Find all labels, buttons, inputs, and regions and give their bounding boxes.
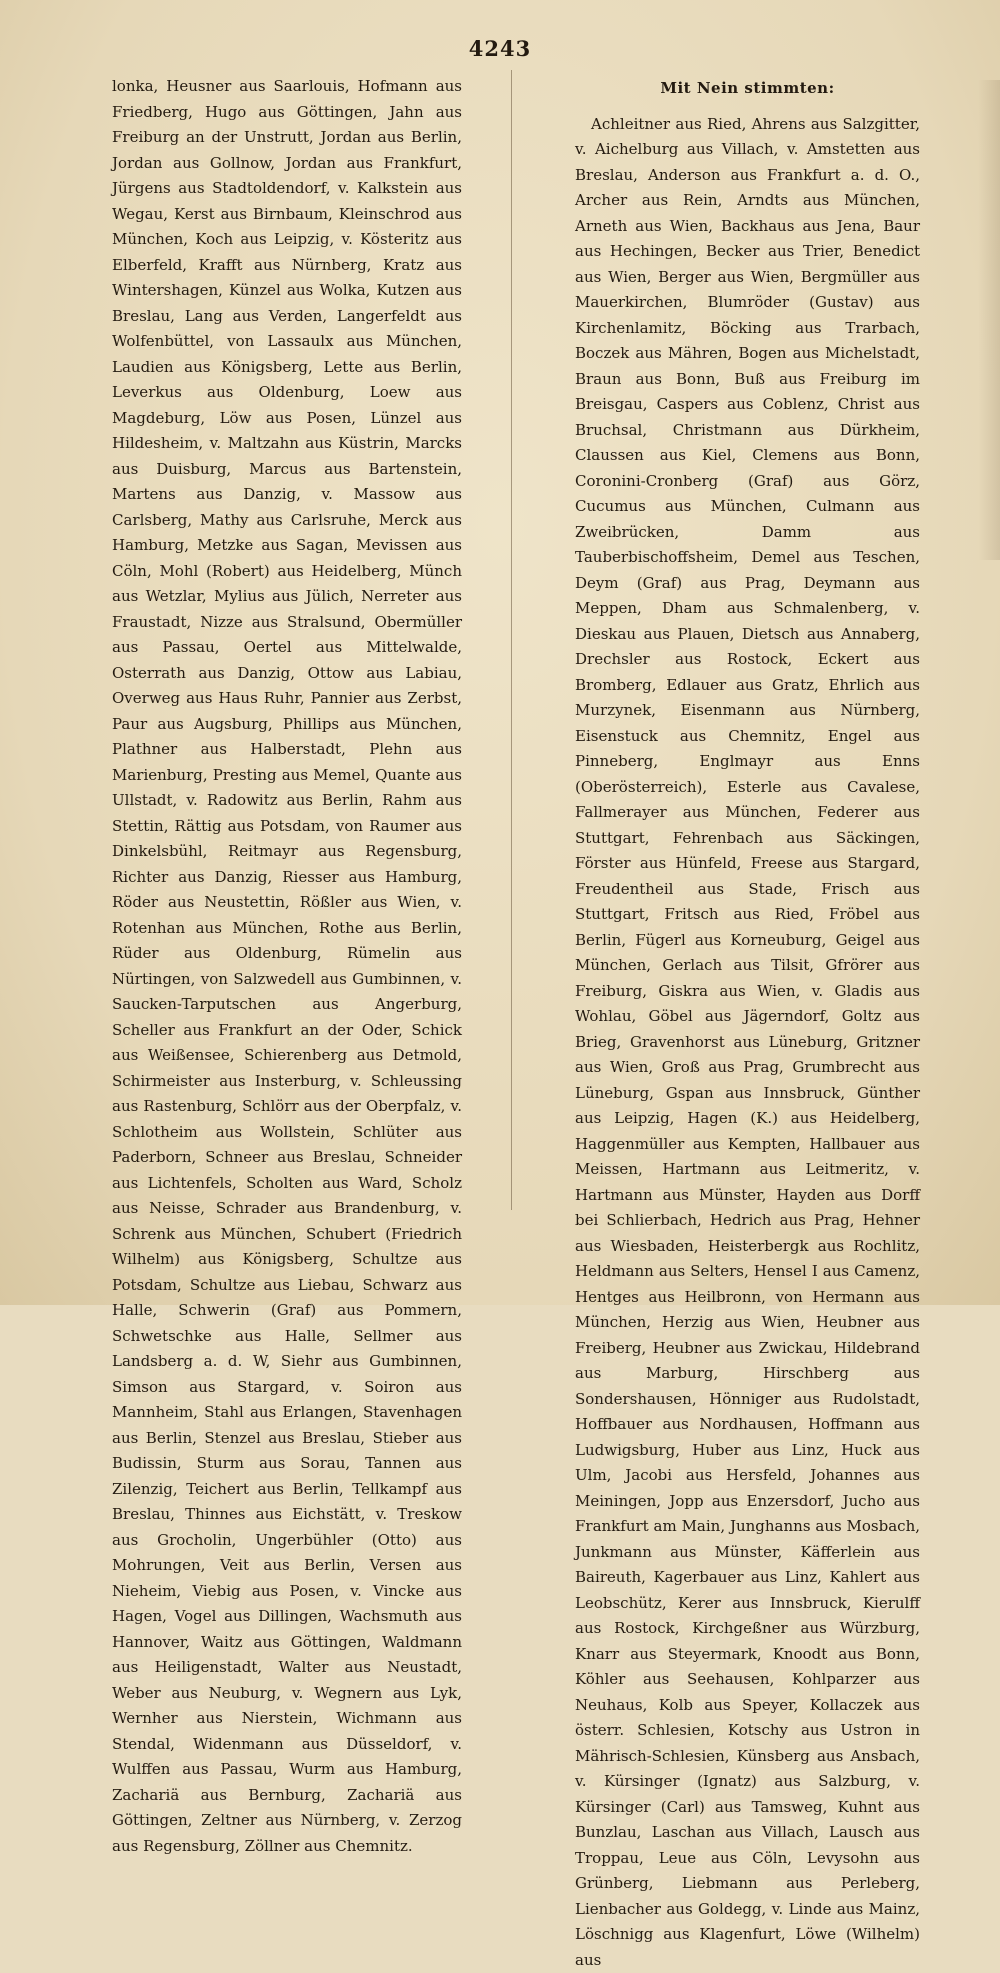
column-divider: [511, 70, 512, 1210]
vote-heading: Mit Nein stimmten:: [575, 76, 920, 102]
page-edge-shadow: [978, 80, 1000, 560]
left-column-text: lonka, Heusner aus Saarlouis, Hofmann aus Friedberg, Hugo aus Göttingen, Jahn aus Freiburg an der Unstrutt, Jordan aus Berlin, Jordan aus Gollnow, Jordan aus Frankfurt, Jürgens aus Stadtoldendorf, v. Kalkstein aus Wegau, Kerst aus Birnbaum, Kleinschrod aus München, Koch aus Leipzig, v. Kösteritz aus Elberfeld, Krafft aus Nürnberg, Kratz aus Wintershagen, Künzel aus Wolka, Kutzen aus Breslau, Lang aus Verden, Langerfeldt aus Wolfenbüttel, von Lassaulx aus München, Laudien aus Königsberg, Lette aus Berlin, Leverkus aus Oldenburg, Loew aus Magdeburg, Löw aus Posen, Lünzel aus Hildesheim, v. Maltzahn aus Küstrin, Marcks aus Duisburg, Marcus aus Bartenstein, Martens aus Danzig, v. Massow aus Carlsberg, Mathy aus Carlsruhe, Merck aus Hamburg, Metzke aus Sagan, Mevissen aus Cöln, Mohl (Robert) aus Heidelberg, Münch aus Wetzlar, Mylius aus Jülich, Nerreter aus Fraustadt, Nizze aus Stralsund, Obermüller aus Passau, Oertel aus Mittelwalde, Osterrath aus Danzig, Ottow aus Labiau, Overweg aus Haus Ruhr, Pannier aus Zerbst, Paur aus Augsburg, Phillips aus München, Plathner aus Halberstadt, Plehn aus Marienburg, Presting aus Memel, Quante aus Ullstadt, v. Radowitz aus Berlin, Rahm aus Stettin, Rättig aus Potsdam, von Raumer aus Dinkelsbühl, Reitmayr aus Regensburg, Richter aus Danzig, Riesser aus Hamburg, Röder aus Neustettin, Rößler aus Wien, v. Rotenhan aus München, Rothe aus Berlin, Rüder aus Oldenburg, Rümelin aus Nürtingen, von Salzwedell aus Gumbinnen, v. Saucken-Tarputschen aus Angerburg, Scheller aus Frankfurt an der Oder, Schick aus Weißensee, Schierenberg aus Detmold, Schirmeister aus Insterburg, v. Schleussing aus Rastenburg, Schlörr aus der Oberpfalz, v. Schlotheim aus Wollstein, Schlüter aus Paderborn, Schneer aus Breslau, Schneider aus Lichtenfels, Scholten aus Ward, Scholz aus Neisse, Schrader aus Brandenburg, v. Schrenk aus München, Schubert (Friedrich Wilhelm) aus Königsberg, Schultze aus Potsdam, Schultze aus Liebau, Schwarz aus Halle, Schwerin (Graf) aus Pommern, Schwetschke aus Halle, Sellmer aus Landsberg a. d. W, Siehr aus Gumbinnen, Simson aus Stargard, v. Soiron aus Mannheim, Stahl aus Erlangen, Stavenhagen aus Berlin, Stenzel aus Breslau, Stieber aus Budissin, Sturm aus Sorau, Tannen aus Zilenzig, Teichert aus Berlin, Tellkampf aus Breslau, Thinnes aus Eichstätt, v. Treskow aus Grocholin, Ungerbühler (Otto) aus Mohrungen, Veit aus Berlin, Versen aus Nieheim, Viebig aus Posen, v. Vincke aus Hagen, Vogel aus Dillingen, Wachsmuth aus Hannover, Waitz aus Göttingen, Waldmann aus Heiligenstadt, Walter aus Neustadt, Weber aus Neuburg, v. Wegnern aus Lyk, Wernher aus Nierstein, Wichmann aus Stendal, Widenmann aus Düsseldorf, v. Wulffen aus Passau, Wurm aus Hamburg, Zachariä aus Bernburg, Zachariä aus Göttingen, Zeltner aus Nürnberg, v. Zerzog aus Regensburg, Zöllner aus Chemnitz.: [112, 74, 462, 1859]
page-number: 4243: [0, 36, 1000, 61]
right-column-text: Achleitner aus Ried, Ahrens aus Salzgitter, v. Aichelburg aus Villach, v. Amstetten aus Breslau, Anderson aus Frankfurt a. d. O., Archer aus Rein, Arndts aus München, Arneth aus Wien, Backhaus aus Jena, Baur aus Hechingen, Becker aus Trier, Benedict aus Wien, Berger aus Wien, Bergmüller aus Mauerkirchen, Blumröder (Gustav) aus Kirchenlamitz, Böcking aus Trarbach, Boczek aus Mähren, Bogen aus Michelstadt, Braun aus Bonn, Buß aus Freiburg im Breisgau, Caspers aus Coblenz, Christ aus Bruchsal, Christmann aus Dürkheim, Claussen aus Kiel, Clemens aus Bonn, Coronini-Cronberg (Graf) aus Görz, Cucumus aus München, Culmann aus Zweibrücken, Damm aus Tauberbischoffsheim, Demel aus Teschen, Deym (Graf) aus Prag, Deymann aus Meppen, Dham aus Schmalenberg, v. Dieskau aus Plauen, Dietsch aus Annaberg, Drechsler aus Rostock, Eckert aus Bromberg, Edlauer aus Gratz, Ehrlich aus Murzynek, Eisenmann aus Nürnberg, Eisenstuck aus Chemnitz, Engel aus Pinneberg, Englmayr aus Enns (Oberösterreich), Esterle aus Cavalese, Fallmerayer aus München, Federer aus Stuttgart, Fehrenbach aus Säckingen, Förster aus Hünfeld, Freese aus Stargard, Freudentheil aus Stade, Frisch aus Stuttgart, Fritsch aus Ried, Fröbel aus Berlin, Fügerl aus Korneuburg, Geigel aus München, Gerlach aus Tilsit, Gfrörer aus Freiburg, Giskra aus Wien, v. Gladis aus Wohlau, Göbel aus Jägerndorf, Goltz aus Brieg, Gravenhorst aus Lüneburg, Gritzner aus Wien, Groß aus Prag, Grumbrecht aus Lüneburg, Gspan aus Innsbruck, Günther aus Leipzig, Hagen (K.) aus Heidelberg, Haggenmüller aus Kempten, Hallbauer aus Meissen, Hartmann aus Leitmeritz, v. Hartmann aus Münster, Hayden aus Dorff bei Schlierbach, Hedrich aus Prag, Hehner aus Wiesbaden, Heisterbergk aus Rochlitz, Heldmann aus Selters, Hensel I aus Camenz, Hentges aus Heilbronn, von Hermann aus München, Herzig aus Wien, Heubner aus Freiberg, Heubner aus Zwickau, Hildebrand aus Marburg, Hirschberg aus Sondershausen, Hönniger aus Rudolstadt, Hoffbauer aus Nordhausen, Hoffmann aus Ludwigsburg, Huber aus Linz, Huck aus Ulm, Jacobi aus Hersfeld, Johannes aus Meiningen, Jopp aus Enzersdorf, Jucho aus Frankfurt am Main, Junghanns aus Mosbach, Junkmann aus Münster, Käfferlein aus Baireuth, Kagerbauer aus Linz, Kahlert aus Leobschütz, Kerer aus Innsbruck, Kierulff aus Rostock, Kirchgeßner aus Würzburg, Knarr aus Steyermark, Knoodt aus Bonn, Köhler aus Seehausen, Kohlparzer aus Neuhaus, Kolb aus Speyer, Kollaczek aus österr. Schlesien, Kotschy aus Ustron in Mährisch-Schlesien, Künsberg aus Ansbach, v. Kürsinger (Ignatz) aus Salzburg, v. Kürsinger (Carl) aus Tamsweg, Kuhnt aus Bunzlau, Laschan aus Villach, Lausch aus Troppau, Leue aus Cöln, Levysohn aus Grünberg, Liebmann aus Perleberg, Lienbacher aus Goldegg, v. Linde aus Mainz, Löschnigg aus Klagenfurt, Löwe (Wilhelm) aus: [575, 112, 920, 1973]
left-column: [112, 74, 462, 1859]
right-column: [575, 76, 920, 1973]
